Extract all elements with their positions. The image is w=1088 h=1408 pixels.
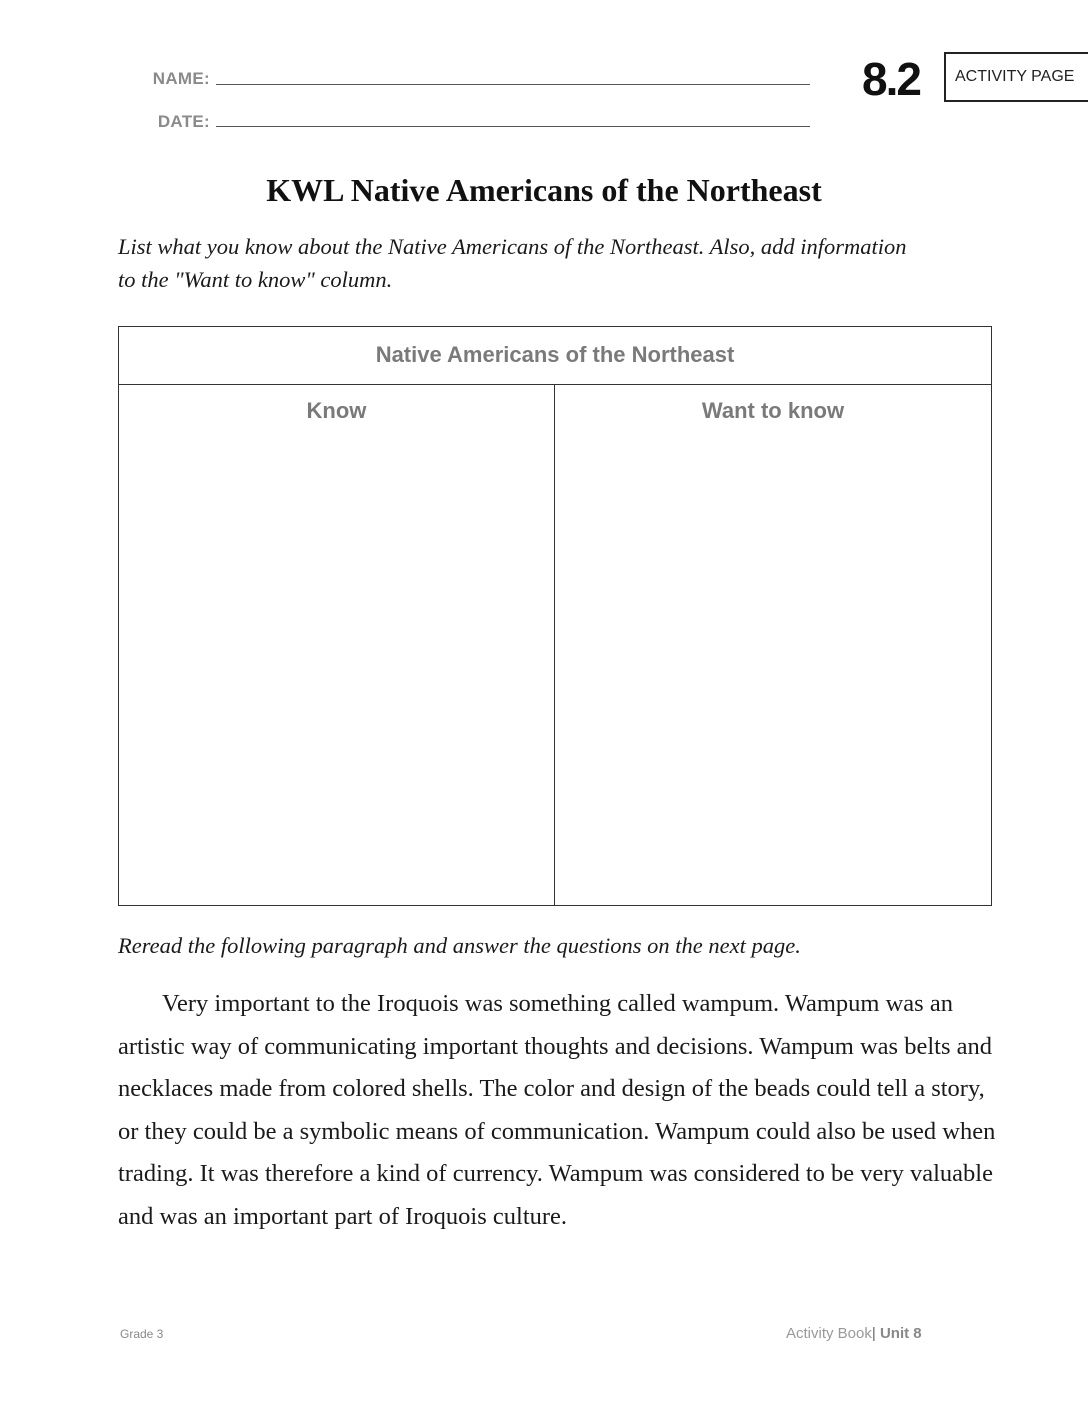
passage-paragraph: Very important to the Iroquois was something called wampum. Wampum was an artistic way of communicating important thoughts and decisions. Wampum was belts and necklaces made from colored shells. The color and design of the beads could tell a story, or they could be a symbolic means of communication. Wampum could also be used when trading. It was therefore a kind of currency. Wampum was considered to be very valuable and was an important part of Iroquois culture.	[118, 990, 996, 1230]
page-title: KWL Native Americans of the Northeast	[266, 172, 822, 208]
page-number: 8.2	[862, 53, 920, 105]
footer-book-title: Activity Book	[786, 1325, 872, 1342]
footer-separator: |	[871, 1325, 876, 1342]
kwl-table	[118, 326, 992, 906]
reread-instruction: Reread the following paragraph and answer the questions on the next page.	[118, 933, 801, 958]
date-line[interactable]	[216, 126, 810, 127]
footer-grade: Grade 3	[120, 1327, 164, 1341]
passage	[118, 983, 998, 1239]
know-column[interactable]	[119, 385, 555, 905]
footer-unit: Unit 8	[879, 1325, 922, 1342]
activity-page-badge: ACTIVITY PAGE	[944, 52, 1088, 102]
name-line[interactable]	[216, 84, 810, 85]
know-column-header: Know	[306, 398, 367, 423]
date-label: DATE:	[157, 112, 210, 131]
footer-book	[786, 1325, 922, 1342]
name-label: NAME:	[152, 69, 210, 88]
want-to-know-column-header: Want to know	[701, 398, 845, 423]
kwl-instructions: List what you know about the Native Americans of the Northeast. Also, add information to the "Want to know" column.	[118, 234, 907, 292]
want-to-know-column[interactable]	[555, 385, 991, 905]
kwl-table-caption: Native Americans of the Northeast	[119, 327, 991, 385]
